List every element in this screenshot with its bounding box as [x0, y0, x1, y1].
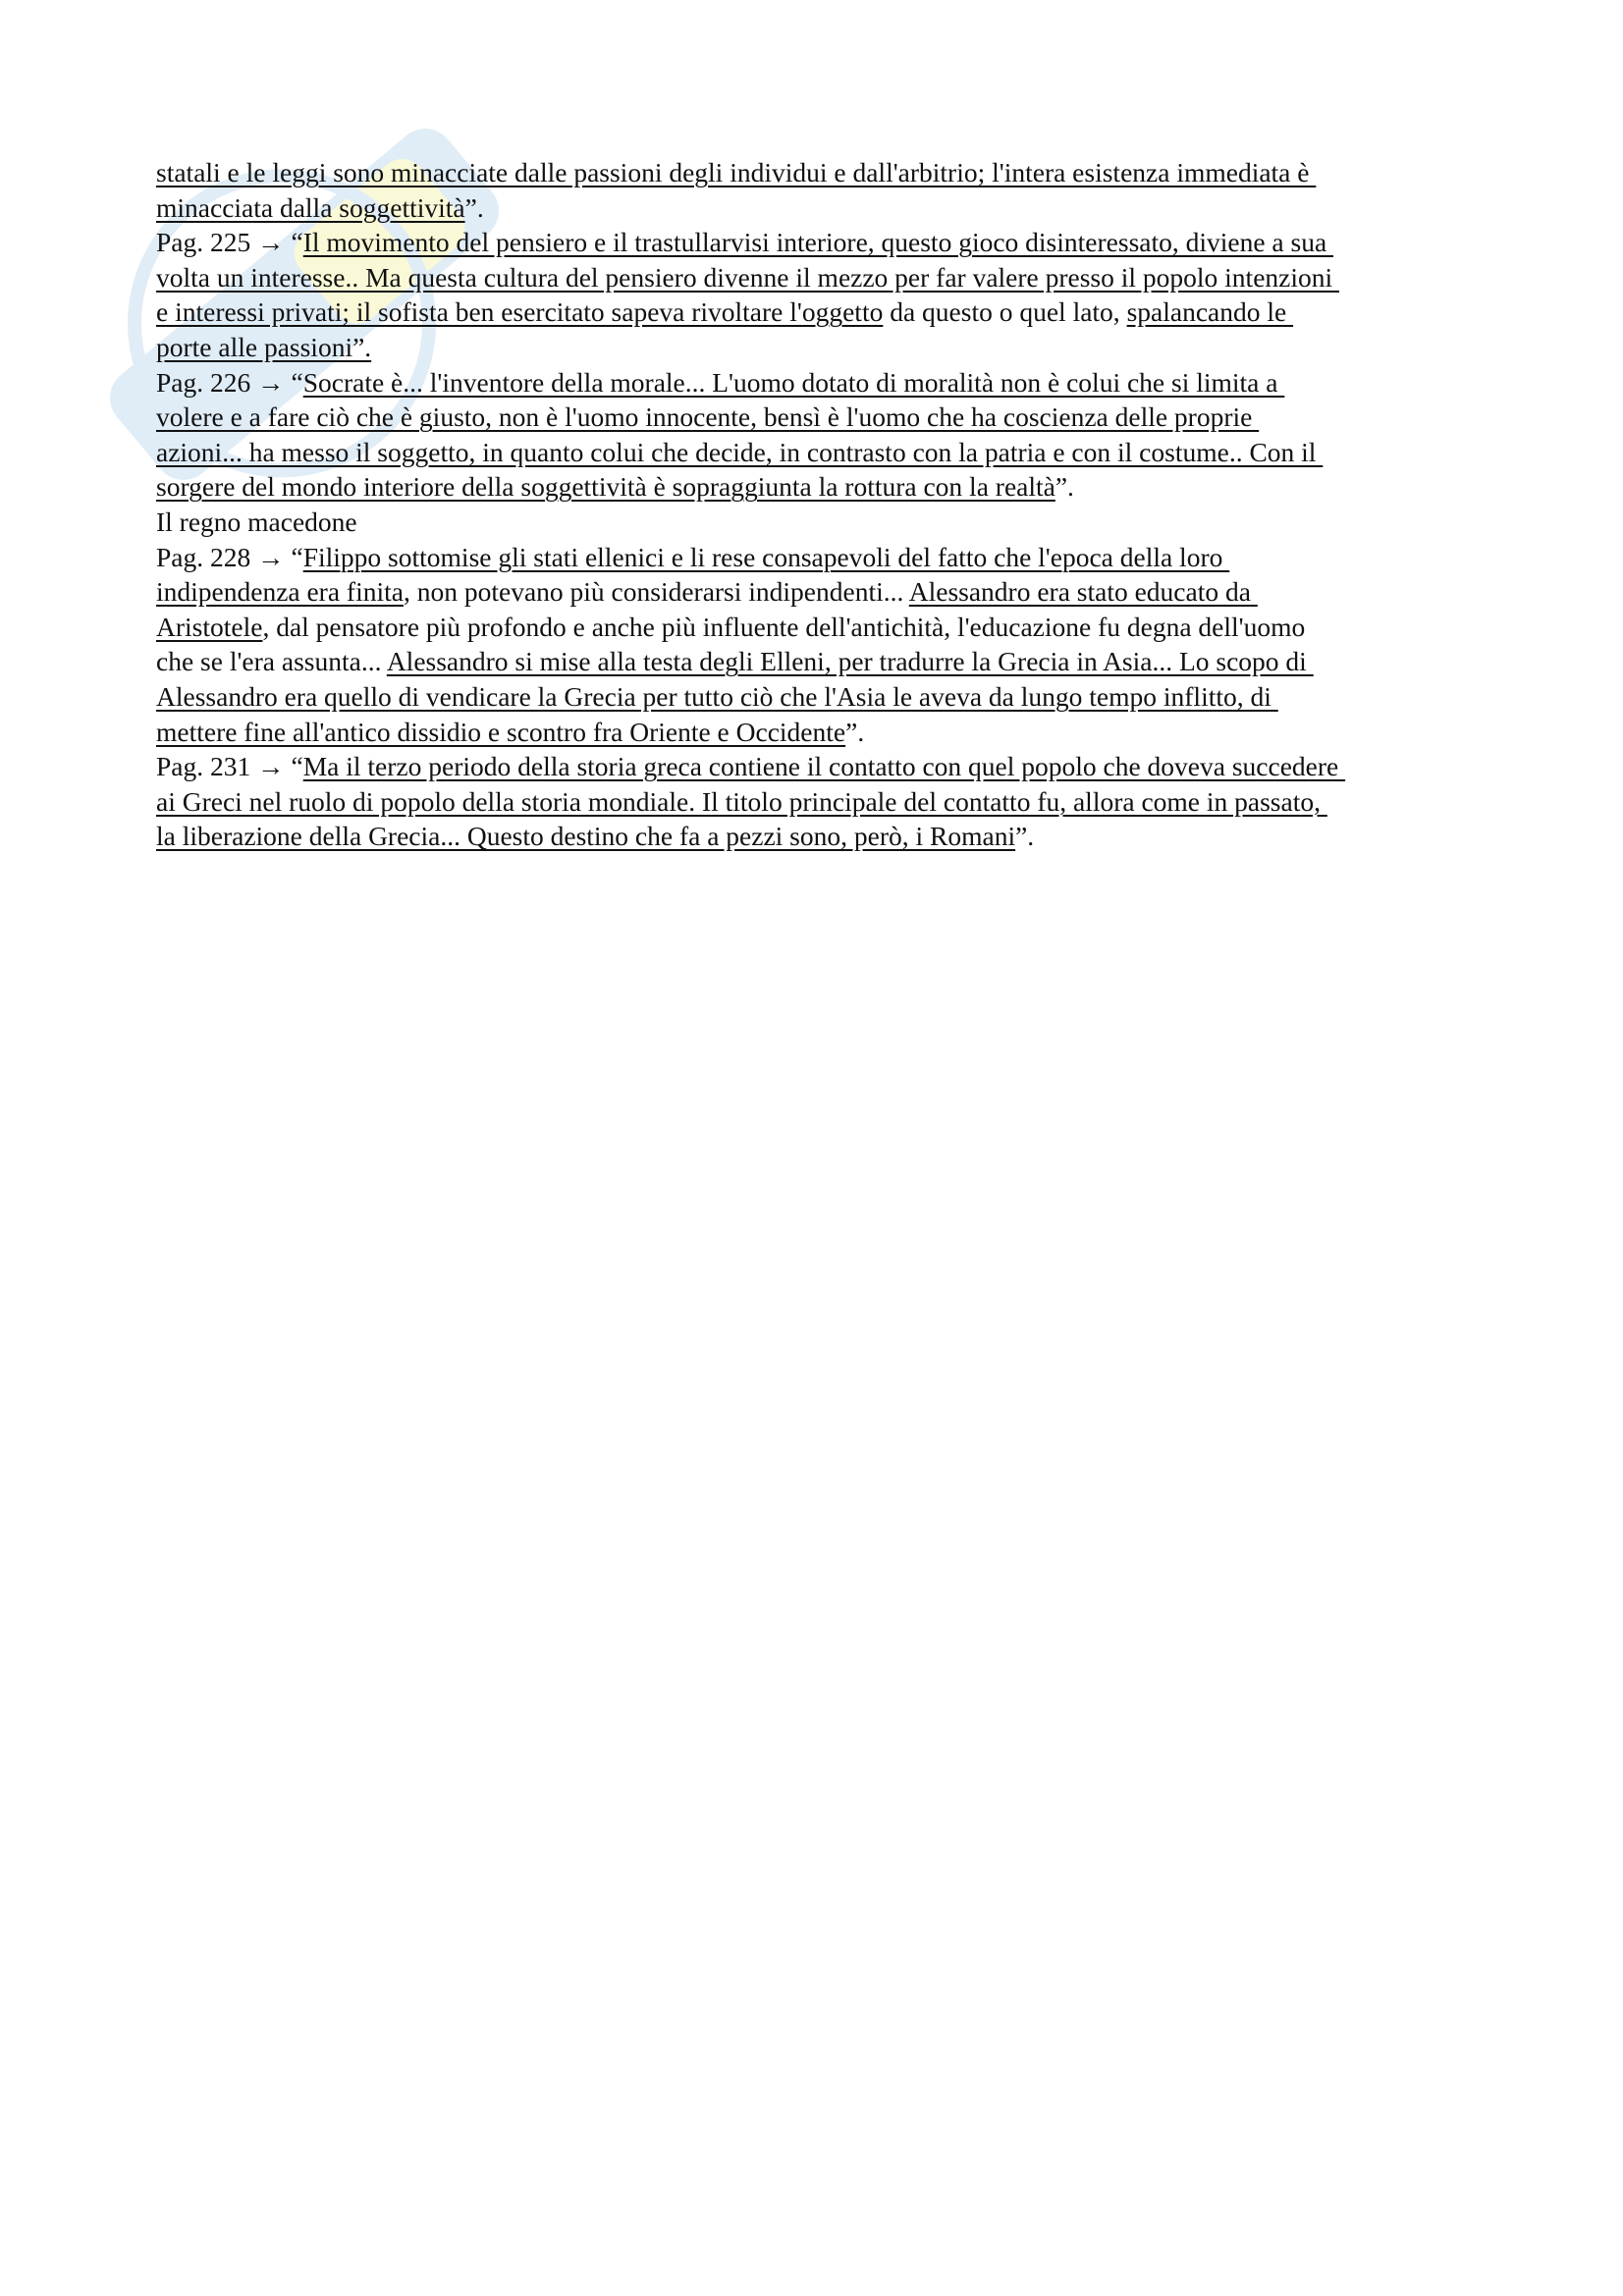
underlined-text: la liberazione della Grecia... Questo destino che fa a pezzi sono, però, i Romani	[156, 821, 1016, 852]
text-segment: , non potevano più considerarsi indipendenti...	[403, 576, 909, 608]
text-line	[156, 155, 1496, 190]
text-line	[156, 574, 1496, 610]
text-line	[156, 610, 1496, 645]
text-line	[156, 365, 1496, 400]
text-line	[156, 679, 1496, 715]
text-line	[156, 435, 1496, 470]
text-line	[156, 749, 1496, 784]
text-segment: Pag. 231 → “	[156, 751, 303, 782]
underlined-text: Alessandro era stato educato da	[908, 576, 1258, 608]
text-line	[156, 400, 1496, 435]
text-line	[156, 330, 1496, 365]
underlined-text: porte alle passioni”.	[156, 331, 372, 362]
text-segment: ”.	[1055, 471, 1074, 503]
underlined-text: Aristotele	[156, 611, 263, 642]
underlined-text: e interessi privati; il sofista ben esercitato sapeva rivoltare l'oggetto	[156, 296, 884, 328]
document-body	[156, 155, 1496, 854]
underlined-text: Filippo sottomise gli stati ellenici e li rese consapevoli del fatto che l'epoca della loro	[302, 541, 1230, 572]
underlined-text: statali e le leggi sono minacciate dalle passioni degli individui e dall'arbitrio; l'intera esistenza immediata è	[156, 157, 1317, 187]
text-line	[156, 715, 1496, 750]
text-line	[156, 225, 1496, 260]
text-segment: Il regno macedone	[156, 506, 357, 537]
underlined-text: sorgere del mondo interiore della soggettività è sopraggiunta la rottura con la realtà	[156, 471, 1055, 503]
text-segment: , dal pensatore più profondo e anche più influente dell'antichità, l'educazione fu degna dell'uomo	[262, 611, 1313, 642]
underlined-text: volta un interesse.. Ma questa cultura del pensiero divenne il mezzo per far valere presso il popolo intenzioni	[156, 261, 1340, 293]
text-line	[156, 294, 1496, 330]
underlined-text: azioni... ha messo il soggetto, in quanto colui che decide, in contrasto con la patria e con il costume.. Con il	[156, 436, 1324, 467]
underlined-text: Alessandro era quello di vendicare la Grecia per tutto ciò che l'Asia le aveva da lungo tempo inflitto, di	[156, 680, 1278, 712]
underlined-text: spalancando le	[1126, 296, 1294, 328]
text-line	[156, 819, 1496, 854]
underlined-text: Socrate è... l'inventore della morale... L'uomo dotato di moralità non è colui che si limita a	[302, 366, 1285, 398]
text-line	[156, 644, 1496, 679]
text-segment: da questo o quel lato,	[883, 296, 1127, 328]
underlined-text: Il movimento del pensiero e il trastullarvisi interiore, questo gioco disinteressato, diviene a sua	[302, 227, 1334, 258]
underlined-text: volere e a fare ciò che è giusto, non è l'uomo innocente, bensì è l'uomo che ha coscienza delle proprie	[156, 401, 1260, 433]
text-segment: Pag. 225 → “	[156, 227, 303, 258]
text-line	[156, 540, 1496, 575]
text-segment: Pag. 226 → “	[156, 366, 303, 398]
text-line	[156, 505, 1496, 540]
underlined-text: ai Greci nel ruolo di popolo della storia mondiale. Il titolo principale del contatto fu, allora come in passato,	[156, 785, 1327, 817]
underlined-text: mettere fine all'antico dissidio e scontro fra Oriente e Occidente	[156, 716, 846, 747]
underlined-text: Ma il terzo periodo della storia greca contiene il contatto con quel popolo che doveva succedere	[302, 751, 1346, 782]
underlined-text: Alessandro si mise alla testa degli Elleni, per tradurre la Grecia in Asia... Lo scopo di	[386, 646, 1314, 677]
text-line	[156, 260, 1496, 295]
text-segment: ”.	[464, 191, 484, 223]
text-line	[156, 784, 1496, 820]
text-line	[156, 190, 1496, 226]
underlined-text: indipendenza era finita	[156, 576, 404, 608]
text-segment: che se l'era assunta...	[156, 646, 387, 677]
text-segment: Pag. 228 → “	[156, 541, 303, 572]
text-segment: ”.	[845, 716, 865, 747]
text-segment: ”.	[1015, 821, 1035, 852]
text-line	[156, 469, 1496, 505]
underlined-text: minacciata dalla soggettività	[156, 191, 465, 223]
